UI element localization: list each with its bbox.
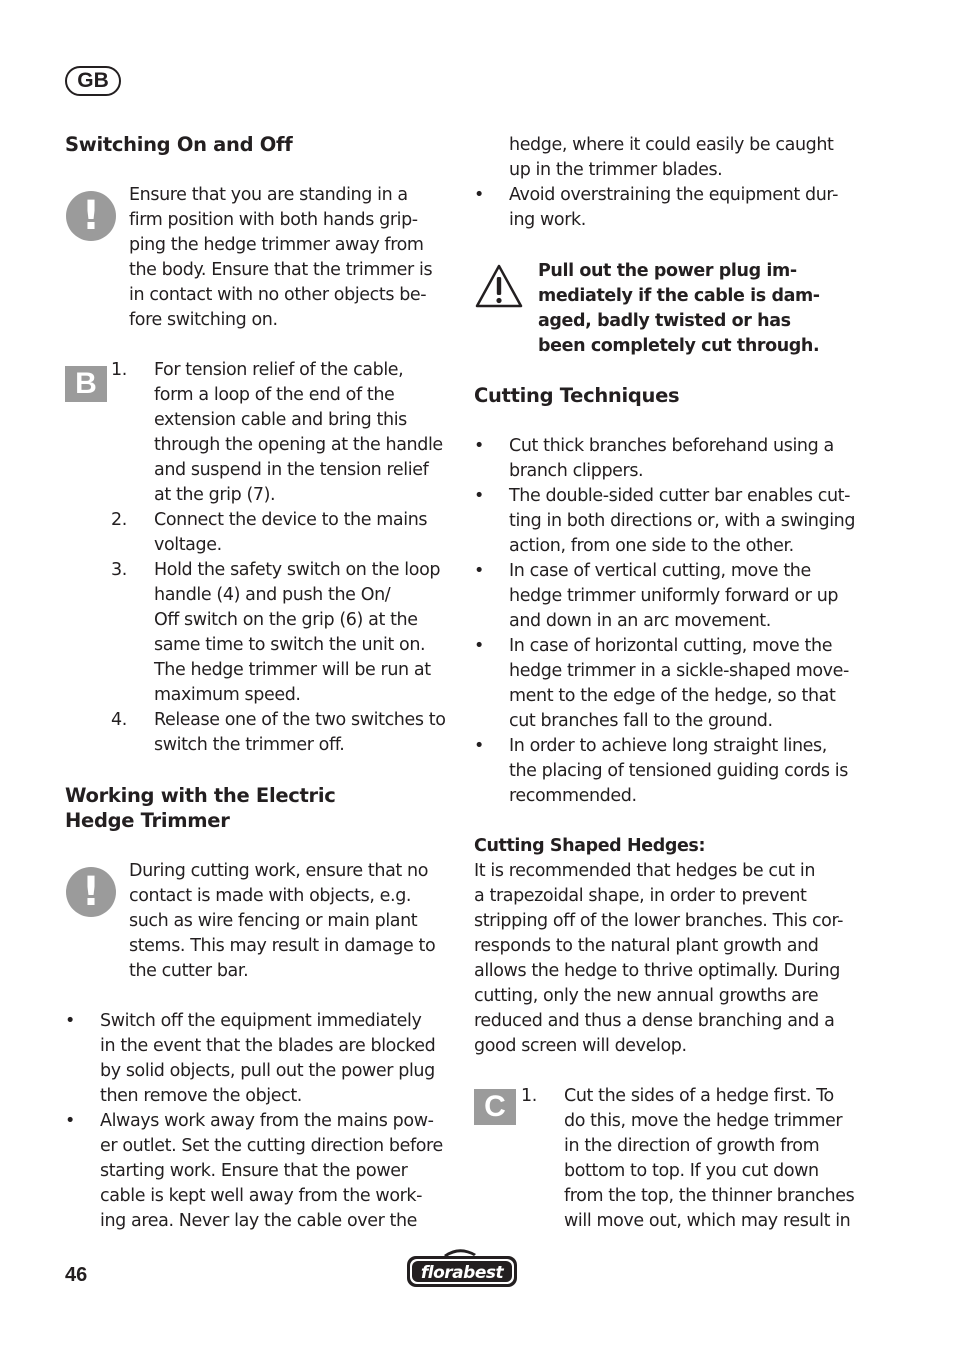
bullet-line: hedge, where it could easily be caught <box>509 135 834 155</box>
text-line: ping the hedge trimmer away from <box>129 235 424 255</box>
bullet-line: ing area. Never lay the cable over the <box>100 1211 418 1231</box>
bullet-item <box>474 734 874 809</box>
bullet-icon: • <box>65 1111 75 1131</box>
shaped-hedges-heading: Cutting Shaped Hedges: <box>474 836 706 856</box>
step-number: 2. <box>111 510 127 530</box>
bullet-line: in the event that the blades are blocked <box>100 1036 436 1056</box>
step-line: Cut the sides of a hedge first. To <box>564 1086 834 1106</box>
bullet-line: starting work. Ensure that the power <box>100 1161 408 1181</box>
working-warning-text <box>129 859 449 984</box>
step-line: Connect the device to the mains <box>154 510 428 530</box>
step-line: extension cable and bring this <box>154 410 407 430</box>
step-line: Hold the safety switch on the loop <box>154 560 441 580</box>
text-line: responds to the natural plant growth and <box>474 936 819 956</box>
text-line: Ensure that you are standing in a <box>129 185 408 205</box>
bullet-line: branch clippers. <box>509 461 644 481</box>
text-line: During cutting work, ensure that no <box>129 861 429 881</box>
text-line: aged, badly twisted or has <box>538 311 791 331</box>
bullet-line: Cut thick branches beforehand using a <box>509 436 834 456</box>
bullet-line: and down in an arc movement. <box>509 611 771 631</box>
continued-bullet-list <box>474 133 874 233</box>
cutting-techniques-heading: Cutting Techniques <box>474 384 680 407</box>
text-line: the cutter bar. <box>129 961 249 981</box>
text-line: good screen will develop. <box>474 1036 687 1056</box>
step-line: from the top, the thinner branches <box>564 1186 855 1206</box>
text-line: stripping off of the lower branches. This cor- <box>474 911 844 931</box>
bullet-item <box>474 634 874 734</box>
shaped-hedges-steps <box>521 1084 871 1234</box>
bullet-line: ing work. <box>509 210 586 230</box>
bullet-line: the placing of tensioned guiding cords is <box>509 761 848 781</box>
text-line: been completely cut through. <box>538 336 820 356</box>
working-heading-line: Working with the Electric <box>65 784 336 807</box>
working-heading-line: Hedge Trimmer <box>65 809 230 832</box>
bullet-line: ment to the edge of the hedge, so that <box>509 686 836 706</box>
bullet-icon: • <box>474 185 484 205</box>
bullet-line: up in the trimmer blades. <box>509 160 723 180</box>
text-line: Pull out the power plug im- <box>538 261 797 281</box>
text-line: It is recommended that hedges be cut in <box>474 861 816 881</box>
bullet-item <box>474 484 874 559</box>
numbered-step <box>111 508 451 558</box>
bullet-line: hedge trimmer in a sickle-shaped move- <box>509 661 849 681</box>
bullet-line: cable is kept well away from the work- <box>100 1186 423 1206</box>
step-line: same time to switch the unit on. <box>154 635 426 655</box>
text-line: in contact with no other objects be- <box>129 285 427 305</box>
bullet-icon: • <box>474 561 484 581</box>
step-line: at the grip (7). <box>154 485 276 505</box>
text-line: allows the hedge to thrive optimally. During <box>474 961 840 981</box>
text-line: a trapezoidal shape, in order to prevent <box>474 886 807 906</box>
bullet-icon: • <box>474 436 484 456</box>
step-line: will move out, which may result in <box>564 1211 851 1231</box>
step-line: The hedge trimmer will be run at <box>154 660 431 680</box>
step-number: 1. <box>521 1086 537 1106</box>
working-heading <box>65 783 336 833</box>
step-line: bottom to top. If you cut down <box>564 1161 819 1181</box>
bullet-line: by solid objects, pull out the power plug <box>100 1061 435 1081</box>
step-line: in the direction of growth from <box>564 1136 820 1156</box>
shaped-hedges-paragraph <box>474 859 874 1059</box>
switching-steps <box>111 358 451 758</box>
numbered-step <box>111 558 451 708</box>
text-line: fore switching on. <box>129 310 278 330</box>
warning-triangle-icon <box>474 263 524 309</box>
step-line: handle (4) and push the On/ <box>154 585 391 605</box>
bullet-icon: • <box>474 636 484 656</box>
text-line: contact is made with objects, e.g. <box>129 886 412 906</box>
text-line: firm position with both hands grip- <box>129 210 418 230</box>
bullet-line: action, from one side to the other. <box>509 536 794 556</box>
bullet-line: cut branches fall to the ground. <box>509 711 773 731</box>
bullet-line: hedge trimmer uniformly forward or up <box>509 586 839 606</box>
bullet-line: Switch off the equipment immediately <box>100 1011 422 1031</box>
bullet-line: ting in both directions or, with a swinging <box>509 511 856 531</box>
numbered-step <box>111 708 451 758</box>
bullet-line: er outlet. Set the cutting direction before <box>100 1136 443 1156</box>
step-line: For tension relief of the cable, <box>154 360 404 380</box>
bullet-line: recommended. <box>509 786 637 806</box>
bullet-icon: • <box>474 736 484 756</box>
bullet-line: In case of vertical cutting, move the <box>509 561 811 581</box>
step-line: switch the trimmer off. <box>154 735 345 755</box>
bullet-line: In order to achieve long straight lines, <box>509 736 827 756</box>
cutting-bullet-list <box>474 434 874 809</box>
bullet-line: Avoid overstraining the equipment dur- <box>509 185 838 205</box>
bullet-item <box>474 434 874 484</box>
step-line: voltage. <box>154 535 222 555</box>
step-number: 1. <box>111 360 127 380</box>
step-line: through the opening at the handle <box>154 435 443 455</box>
exclamation-icon: ! <box>66 191 116 241</box>
step-line: form a loop of the end of the <box>154 385 395 405</box>
step-line: maximum speed. <box>154 685 301 705</box>
step-line: Off switch on the grip (6) at the <box>154 610 418 630</box>
bullet-item-continued <box>474 133 874 183</box>
bullet-line: The double-sided cutter bar enables cut- <box>509 486 851 506</box>
text-line: such as wire fencing or main plant <box>129 911 418 931</box>
language-badge: GB <box>65 66 121 96</box>
step-number: 4. <box>111 710 127 730</box>
figure-label-c: C <box>474 1089 516 1125</box>
numbered-step <box>111 358 451 508</box>
switching-heading: Switching On and Off <box>65 133 293 156</box>
bullet-item <box>474 183 874 233</box>
step-line: and suspend in the tension relief <box>154 460 429 480</box>
bullet-item <box>65 1009 455 1109</box>
exclamation-icon: ! <box>66 867 116 917</box>
bullet-line: In case of horizontal cutting, move the <box>509 636 833 656</box>
switching-warning-text <box>129 183 449 333</box>
numbered-step <box>521 1084 871 1234</box>
text-line: stems. This may result in damage to <box>129 936 436 956</box>
step-number: 3. <box>111 560 127 580</box>
bullet-line: Always work away from the mains pow- <box>100 1111 434 1131</box>
text-line: the body. Ensure that the trimmer is <box>129 260 433 280</box>
svg-text:florabest: florabest <box>420 1263 504 1283</box>
page-number: 46 <box>65 1264 88 1286</box>
bullet-icon: • <box>65 1011 75 1031</box>
florabest-logo <box>404 1246 520 1290</box>
caution-text <box>538 259 868 359</box>
figure-label-b: B <box>65 366 107 402</box>
text-line: cutting, only the new annual growths are <box>474 986 819 1006</box>
step-line: Release one of the two switches to <box>154 710 446 730</box>
step-line: do this, move the hedge trimmer <box>564 1111 843 1131</box>
bullet-line: then remove the object. <box>100 1086 302 1106</box>
working-bullet-list <box>65 1009 455 1234</box>
bullet-item <box>65 1109 455 1234</box>
bullet-icon: • <box>474 486 484 506</box>
bullet-item <box>474 559 874 634</box>
text-line: mediately if the cable is dam- <box>538 286 820 306</box>
text-line: reduced and thus a dense branching and a <box>474 1011 835 1031</box>
